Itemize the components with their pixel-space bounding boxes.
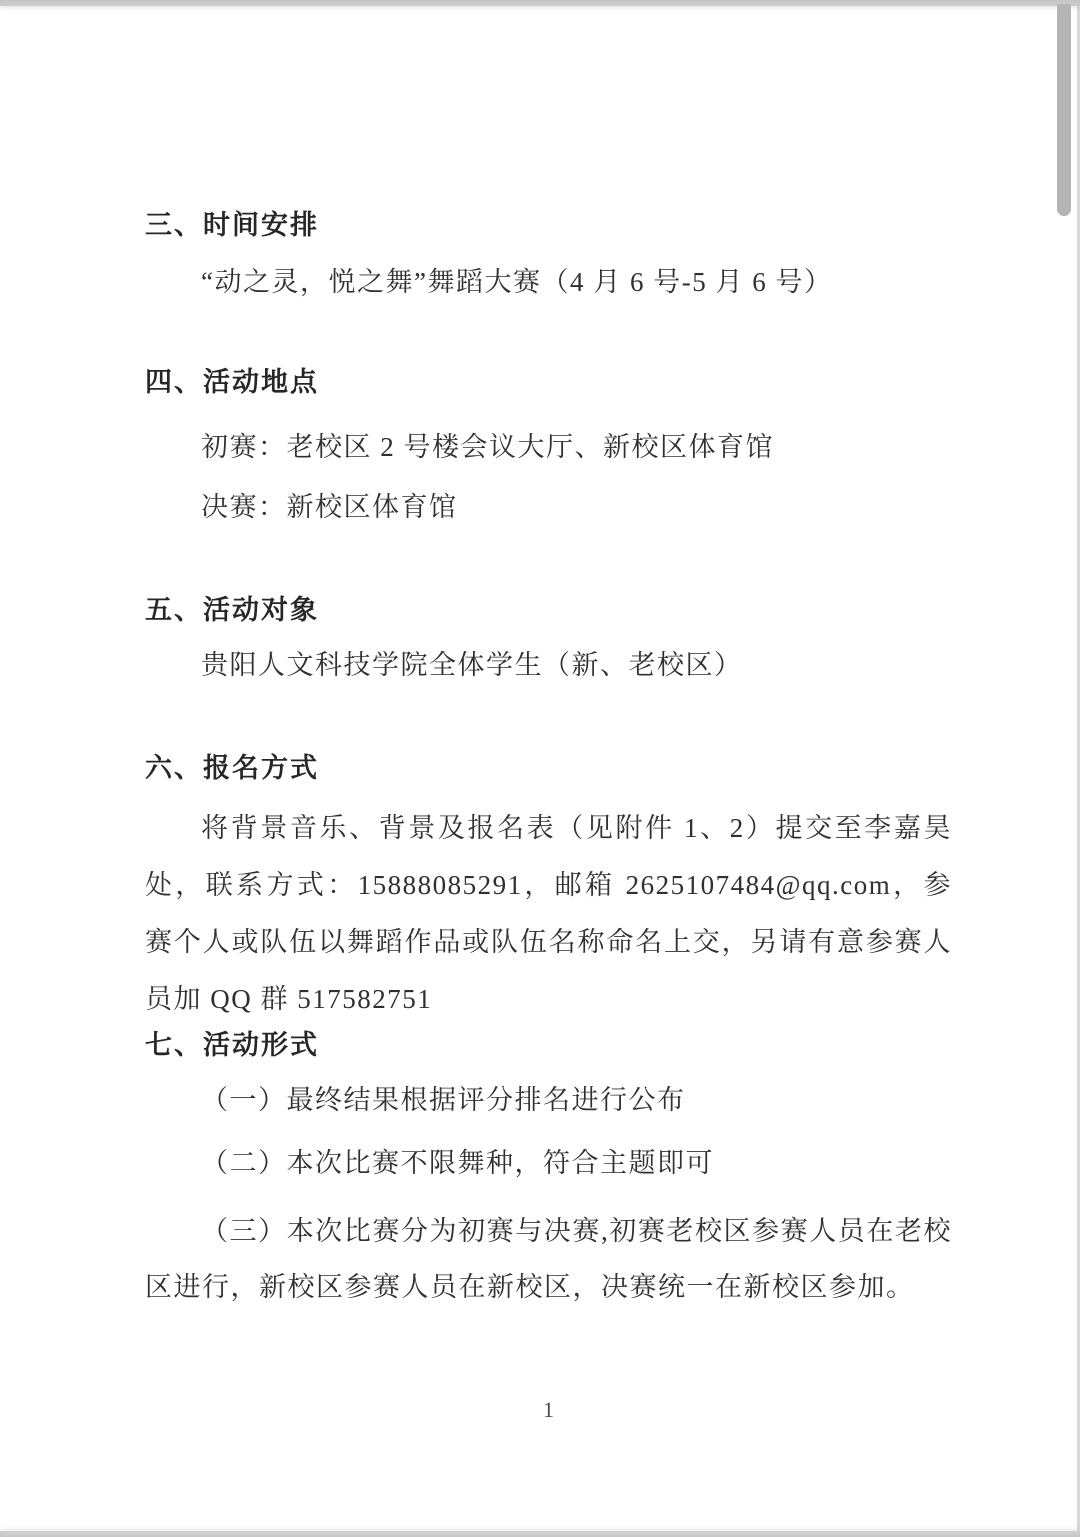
section-heading-registration: 六、报名方式 [145, 753, 319, 783]
paragraph-format-item3: （三）本次比赛分为初赛与决赛,初赛老校区参赛人员在老校区进行，新校区参赛人员在新校区，决赛统一在新校区参加。 [145, 1216, 952, 1302]
page-number: 1 [543, 1397, 554, 1422]
paragraph-format-item2: （二）本次比赛不限舞种，符合主题即可 [201, 1148, 714, 1178]
paragraph-registration: 将背景音乐、背景及报名表（见附件 1、2）提交至李嘉昊处，联系方式：15888085291，邮箱 2625107484@qq.com，参赛个人或队伍以舞蹈作品或队伍名称命名上交，另请有意参赛人员加 QQ 群 517582751 [145, 813, 952, 1014]
paragraph-final-venue: 决赛：新校区体育馆 [201, 492, 458, 522]
scrollbar-thumb[interactable] [1057, 4, 1071, 216]
section-heading-format: 七、活动形式 [145, 1030, 319, 1060]
paragraph-time: “动之灵，悦之舞”舞蹈大赛（4 月 6 号-5 月 6 号） [201, 267, 833, 297]
section-heading-location: 四、活动地点 [145, 367, 319, 397]
paragraph-format-item1: （一）最终结果根据评分排名进行公布 [201, 1085, 686, 1115]
page-top-edge [0, 0, 1080, 6]
section-heading-audience: 五、活动对象 [145, 595, 319, 625]
paragraph-audience: 贵阳人文科技学院全体学生（新、老校区） [201, 650, 743, 680]
section-heading-time: 三、时间安排 [145, 210, 319, 240]
document-page [145, 0, 952, 1537]
paragraph-preliminary-venue: 初赛：老校区 2 号楼会议大厅、新校区体育馆 [201, 432, 774, 462]
page-bottom-edge [0, 1531, 1080, 1537]
